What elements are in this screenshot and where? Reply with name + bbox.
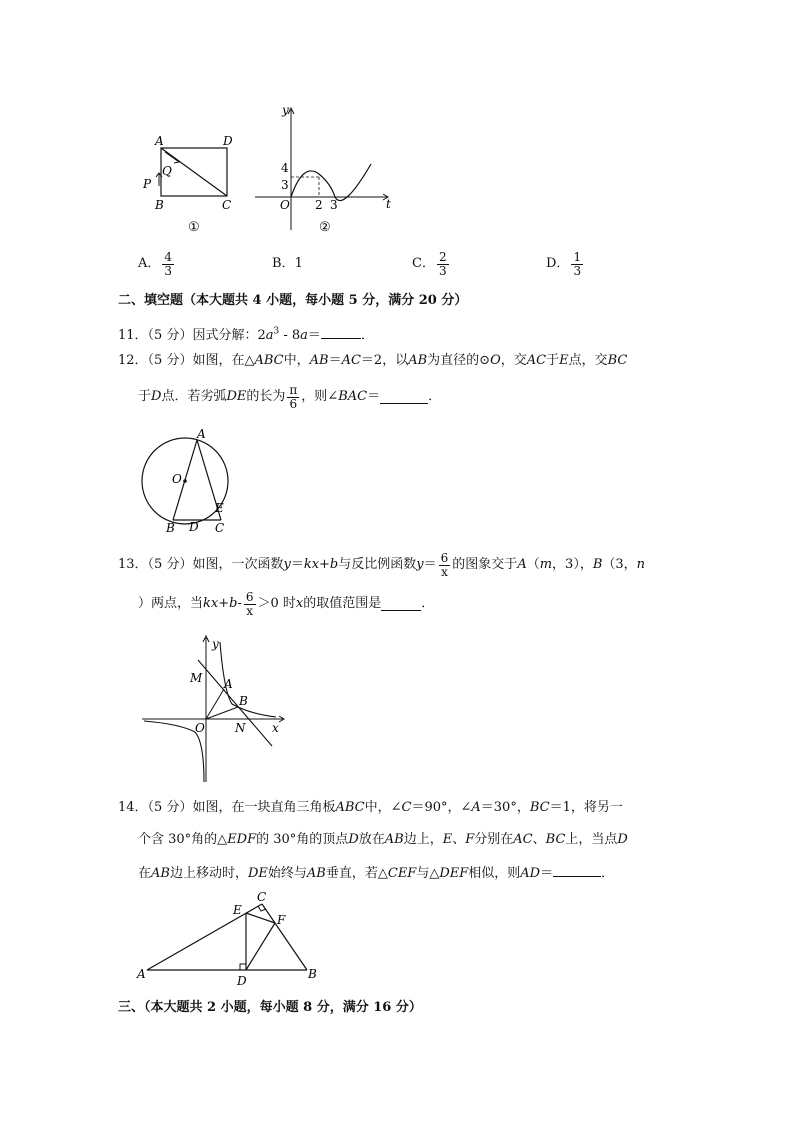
q14-text: 个含 30°角的△	[138, 832, 228, 847]
q11-var-a2: a	[300, 328, 308, 343]
fig1-label-p: P	[143, 177, 152, 191]
q13-num: 6	[245, 589, 254, 604]
q14-text: 14．（5 分）如图，在一块直角三角板	[118, 800, 336, 815]
figure-4-functions	[140, 632, 290, 784]
q14-de: DE	[247, 866, 268, 881]
q13-y: y	[283, 557, 291, 572]
q14-eq: ＝	[540, 866, 554, 881]
fig4-label-a: A	[224, 677, 233, 691]
q14-ab: AB	[306, 866, 326, 881]
q13-fraction-2	[244, 591, 256, 618]
option-a-letter: A．	[138, 256, 161, 271]
q13-m: m	[539, 557, 553, 572]
q13-text: 的图象交于	[452, 557, 518, 572]
question-12-line-2	[138, 380, 441, 414]
option-c-letter: C．	[412, 256, 435, 271]
q12-bac: BAC	[338, 389, 368, 404]
q12-text: 12．（5 分）如图，在△	[118, 353, 255, 368]
q14-text: 边上移动时，	[169, 866, 248, 881]
q14-d: D	[348, 832, 359, 847]
q13-end: ．	[421, 596, 435, 611]
fig2-axis-y: y	[282, 103, 289, 117]
q13-text: 的取值范围是	[303, 596, 382, 611]
fig3-label-d: D	[189, 520, 199, 534]
q12-bc: BC	[607, 353, 628, 368]
q14-def: DEF	[439, 866, 469, 881]
q12-e: E	[559, 353, 569, 368]
option-a-num: 4	[164, 249, 173, 264]
q14-ac: AC	[513, 832, 533, 847]
q11-answer-blank	[321, 326, 361, 339]
q13-eq: ＝	[423, 557, 437, 572]
q12-text: ，则∠	[301, 389, 339, 404]
q14-text: 、	[452, 832, 466, 847]
q13-text: （	[526, 557, 540, 572]
q12-arc-fraction	[287, 384, 299, 411]
q13-minus: -	[237, 596, 242, 611]
figure-3-circle	[135, 425, 245, 537]
fig4-label-b: B	[239, 694, 248, 708]
fig2-tick-3: 3	[281, 178, 289, 192]
section-3-title: 三、（本大题共 2 小题，每小题 8 分，满分 16 分）	[118, 1000, 422, 1015]
fig4-label-y: y	[212, 637, 219, 651]
q14-text: ＝30°，	[480, 800, 530, 815]
q11-end: ．	[360, 328, 374, 343]
q12-text: 为直径的⊙	[427, 353, 491, 368]
figure-5-triangle	[135, 888, 325, 990]
q14-edf: EDF	[227, 832, 257, 847]
fig3-label-b: B	[166, 521, 175, 535]
q13-b: B	[592, 557, 603, 572]
q12-text: 于	[546, 353, 560, 368]
q14-a: A	[471, 800, 481, 815]
option-d-fraction	[571, 251, 583, 278]
q14-ab: AB	[151, 866, 170, 881]
fig1-label-b: B	[155, 198, 164, 212]
q12-eq: ＝	[328, 353, 342, 368]
option-c	[412, 247, 451, 281]
q13-text: 13．（5 分）如图，一次函数	[118, 557, 284, 572]
q14-text: 的 30°角的顶点	[256, 832, 349, 847]
q12-text: 点，交	[568, 353, 608, 368]
option-a-den: 3	[164, 263, 173, 278]
fig1-label-d: D	[223, 134, 233, 148]
fig1-label-c: C	[222, 198, 232, 212]
q12-pi: π	[289, 382, 298, 397]
q12-text: 中，	[283, 353, 310, 368]
question-14-line-3	[138, 864, 614, 882]
q12-text: 点．若劣弧	[161, 389, 227, 404]
option-c-num: 2	[438, 249, 447, 264]
fig2-axis-t: t	[386, 197, 391, 211]
q13-text: ，3），	[552, 557, 593, 572]
q12-ab: AB	[309, 353, 329, 368]
option-b-letter: B．	[272, 256, 295, 271]
q13-kxb: kx+b	[303, 557, 339, 572]
fig4-label-n: N	[235, 721, 246, 735]
q14-text: 放在	[358, 832, 385, 847]
q12-o: O	[490, 353, 501, 368]
q12-d: D	[151, 389, 162, 404]
fig5-label-a: A	[137, 967, 146, 981]
q14-ad: AD	[520, 866, 541, 881]
option-a	[138, 247, 176, 281]
fig3-label-c: C	[215, 521, 225, 535]
fig5-label-d: D	[237, 974, 247, 988]
option-b-value: 1	[294, 256, 303, 271]
q13-text: （3，	[602, 557, 637, 572]
option-d-letter: D．	[546, 256, 570, 271]
q11-prefix: 11．（5 分）因式分解：2	[118, 328, 266, 343]
q13-den: x	[441, 564, 448, 579]
option-d	[546, 247, 585, 281]
q12-text: ，交	[500, 353, 527, 368]
q14-ab: AB	[384, 832, 404, 847]
q12-de: DE	[226, 389, 247, 404]
fig3-label-e: E	[215, 501, 224, 515]
q13-kxb: kx+b	[203, 596, 238, 611]
q12-text: 的长为	[246, 389, 286, 404]
q14-text: 中，∠	[364, 800, 402, 815]
q13-text: ）两点，当	[138, 596, 204, 611]
section-2-title: 二、填空题（本大题共 4 小题，每小题 5 分，满分 20 分）	[118, 293, 468, 308]
question-12-line-1	[118, 353, 627, 369]
q13-eq: ＝	[290, 557, 304, 572]
fig5-label-b: B	[308, 967, 317, 981]
option-a-fraction	[162, 251, 174, 278]
fig4-label-x: x	[272, 721, 279, 735]
q14-text: 始终与	[267, 866, 307, 881]
q11-exponent: 3	[273, 326, 280, 337]
q14-abc: ABC	[335, 800, 365, 815]
q13-a: A	[517, 557, 527, 572]
q12-ab: AB	[408, 353, 428, 368]
q14-text: 相似，则	[468, 866, 521, 881]
q14-text: 、	[532, 832, 546, 847]
question-13-line-2	[138, 587, 434, 621]
q14-f: F	[465, 832, 475, 847]
q13-den: x	[246, 603, 254, 618]
q14-text: 上，当点	[565, 832, 618, 847]
q12-ac: AC	[526, 353, 547, 368]
fig5-label-c: C	[257, 890, 267, 904]
q13-x: x	[295, 596, 304, 611]
fig1-caption: ①	[188, 220, 200, 235]
option-c-fraction	[437, 251, 449, 278]
fig3-label-o: O	[172, 472, 182, 486]
fig1-label-a: A	[155, 134, 164, 148]
q14-end: ．	[601, 866, 615, 881]
q12-ac: AC	[341, 353, 361, 368]
fig2-caption: ②	[319, 220, 331, 235]
q14-text: ＝90°，∠	[411, 800, 472, 815]
fig2-tick-2: 2	[315, 198, 323, 212]
q12-text: ＝2，以	[360, 353, 409, 368]
question-11	[118, 326, 374, 344]
q12-abc: ABC	[254, 353, 284, 368]
q14-d: D	[617, 832, 628, 847]
q13-fraction	[439, 552, 451, 579]
q13-answer-blank	[381, 598, 421, 611]
fig2-tick-3x: 3	[330, 198, 338, 212]
q13-num: 6	[440, 550, 449, 565]
q13-y: y	[416, 557, 424, 572]
q14-text: 与△	[416, 866, 440, 881]
question-13-line-1	[118, 548, 645, 582]
figure-1-rectangle	[135, 128, 245, 238]
q13-text: ＞0 时	[257, 596, 296, 611]
figure-2-graph	[255, 100, 400, 240]
q12-six: 6	[289, 396, 298, 411]
option-c-den: 3	[438, 263, 447, 278]
q13-n: n	[636, 557, 646, 572]
fig2-tick-4: 4	[281, 161, 289, 175]
fig4-label-m: M	[190, 671, 203, 685]
q14-cef: CEF	[387, 866, 417, 881]
q14-bc: BC	[545, 832, 566, 847]
option-d-num: 1	[573, 249, 582, 264]
fig4-label-o: O	[195, 721, 205, 735]
q11-eq: ＝	[307, 328, 321, 343]
fig2-origin: O	[280, 198, 290, 212]
fig3-label-a: A	[197, 427, 206, 441]
q12-end: ．	[428, 389, 442, 404]
fig5-label-e: E	[233, 903, 242, 917]
q14-text: 分别在	[474, 832, 514, 847]
q14-text: 垂直，若△	[325, 866, 388, 881]
q14-c: C	[401, 800, 412, 815]
fig5-label-f: F	[277, 913, 286, 927]
q14-answer-blank	[553, 864, 601, 877]
q14-text: ＝1，将另一	[549, 800, 623, 815]
q14-text: 在	[138, 866, 152, 881]
q12-eq: ＝	[367, 389, 381, 404]
q13-text: 与反比例函数	[338, 557, 417, 572]
option-d-den: 3	[573, 263, 582, 278]
q14-text: 边上，	[403, 832, 443, 847]
fig1-label-q: Q	[162, 164, 172, 178]
option-b	[272, 247, 303, 281]
q11-mid: - 8	[279, 328, 301, 343]
q12-text: 于	[138, 389, 152, 404]
question-14-line-2	[138, 832, 628, 848]
q14-bc: BC	[529, 800, 550, 815]
q14-e: E	[442, 832, 453, 847]
q12-answer-blank	[380, 391, 428, 404]
q11-var-a: a	[265, 328, 274, 343]
question-14-line-1	[118, 800, 623, 816]
